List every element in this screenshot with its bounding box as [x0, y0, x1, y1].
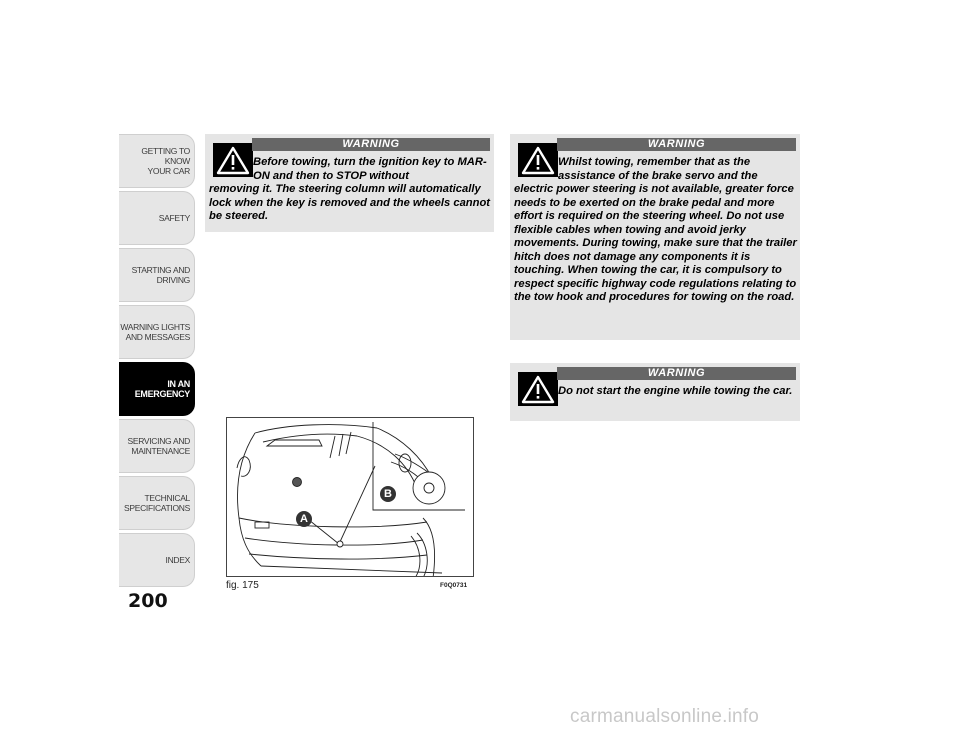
warning-box-engine	[510, 363, 800, 421]
tab-technical-specs[interactable]: TECHNICAL SPECIFICATIONS	[119, 476, 195, 530]
warning-text-first: Whilst towing, remember that as the assistance of the brake servo and the	[558, 156, 758, 182]
warning-title: WARNING	[557, 138, 796, 151]
tab-warning-lights[interactable]: WARNING LIGHTS AND MESSAGES	[119, 305, 195, 359]
tab-index[interactable]: INDEX	[119, 533, 195, 587]
warning-text-rest: electric power steering is not available, greater force needs to be exerted on the brake pedal and more effort is required on the steering wheel. Do not use flexible cables when towing and avoid jerky movements. During towing, make sure that the trailer hitch does not damage any components it is touching. When towing the car, it is compulsory to respect specific highway code regulations relating to the tow hook and procedures for towing on the road.	[514, 183, 797, 303]
figure-code: F0Q0731	[440, 582, 468, 589]
tow-hook-figure	[226, 417, 474, 577]
tab-in-an-emergency[interactable]: IN AN EMERGENCY	[119, 362, 195, 416]
warning-title: WARNING	[252, 138, 490, 151]
warning-text-first: Do not start the engine while towing the car.	[558, 385, 793, 397]
warning-text-rest: removing it. The steering column will automatically lock when the key is removed and the wheels cannot be steered.	[209, 183, 491, 222]
page-number: 200	[128, 590, 168, 612]
warning-text	[514, 156, 797, 305]
warning-text	[209, 156, 491, 224]
callout-a: A	[296, 511, 312, 527]
watermark: carmanualsonline.info	[570, 706, 760, 727]
warning-box-towing	[510, 134, 800, 340]
tab-safety[interactable]: SAFETY	[119, 191, 195, 245]
tab-getting-to-know[interactable]: GETTING TO KNOW YOUR CAR	[119, 134, 195, 188]
car-rear-illustration	[227, 418, 474, 577]
tab-starting-driving[interactable]: STARTING AND DRIVING	[119, 248, 195, 302]
tab-servicing[interactable]: SERVICING AND MAINTENANCE	[119, 419, 195, 473]
figure-caption: fig. 175	[226, 580, 259, 591]
warning-text-first: Before towing, turn the ignition key to MAR-ON and then to STOP without	[253, 156, 487, 182]
warning-text	[558, 385, 796, 399]
callout-b: B	[380, 486, 396, 502]
warning-box-ignition	[205, 134, 494, 232]
warning-title: WARNING	[557, 367, 796, 380]
warning-triangle-icon	[518, 372, 558, 406]
